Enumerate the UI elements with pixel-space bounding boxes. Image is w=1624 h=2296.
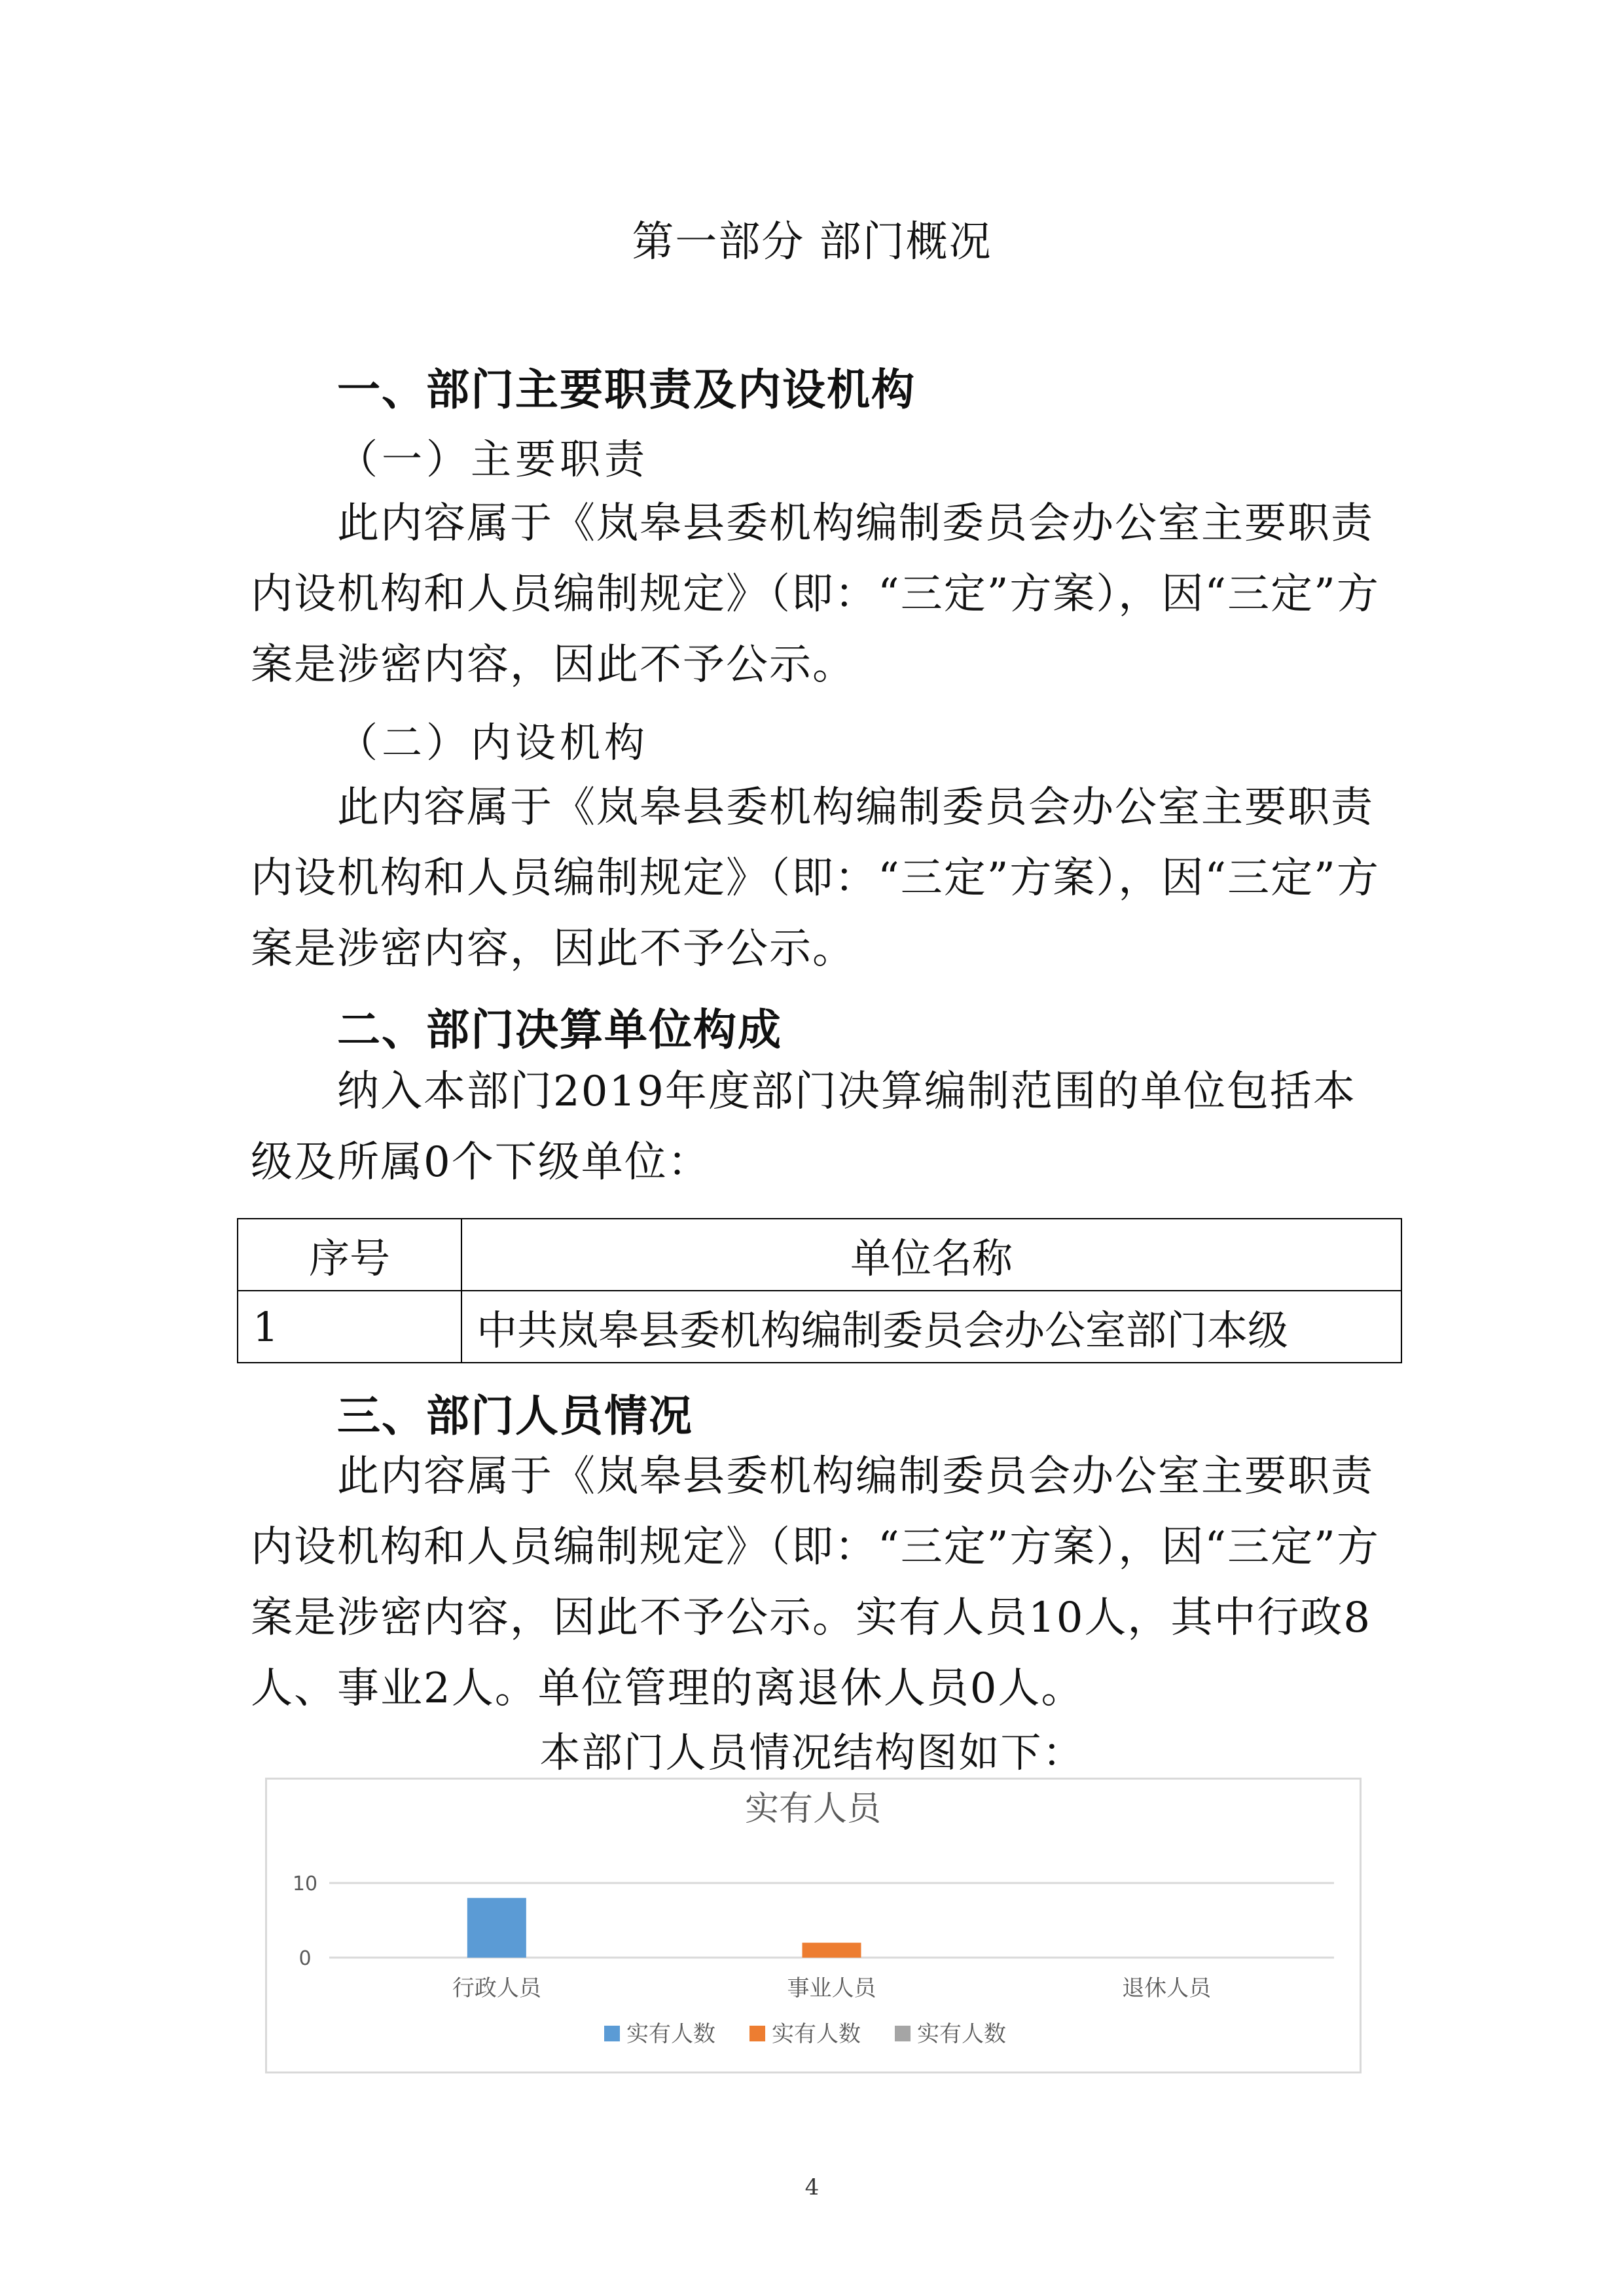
legend-label: 实有人数	[772, 2021, 861, 2047]
table-row	[238, 1291, 1401, 1363]
section1-sub1-heading: （一）主要职责	[337, 435, 649, 483]
x-tick-label: 行政人员	[452, 1975, 541, 2001]
table-header-row	[238, 1219, 1401, 1291]
section1-heading: 一、部门主要职责及内设机构	[337, 365, 916, 415]
section3-text: 此内容属于《岚皋县委机构编制委员会办公室主要职责内设机构和人员编制规定》（即：“三定”方案），因“三定”方案是涉密内容，因此不予公示。实有人员10人，其中行政8人、事业2人。单位管理的离退休人员0人。	[251, 1452, 1380, 1713]
table-header-index: 序号	[238, 1219, 461, 1291]
legend-label: 实有人数	[917, 2021, 1006, 2047]
page-title: 第一部分 部门概况	[632, 218, 992, 266]
chart-title: 实有人员	[744, 1789, 882, 1829]
table-header-unit-name: 单位名称	[461, 1219, 1401, 1291]
page-number: 4	[804, 2174, 820, 2200]
y-tick-label: 10	[292, 1873, 318, 1895]
section1-sub2-text: 此内容属于《岚皋县委机构编制委员会办公室主要职责内设机构和人员编制规定》（即：“三定”方案），因“三定”方案是涉密内容，因此不予公示。	[251, 783, 1380, 973]
table-cell-index: 1	[238, 1291, 461, 1363]
bar	[467, 1898, 526, 1958]
section2-text: 纳入本部门2019年度部门决算编制范围的单位包括本级及所属0个下级单位：	[251, 1067, 1356, 1187]
chart-svg	[267, 1780, 1360, 2072]
chart-caption: 本部门人员情况结构图如下：	[539, 1729, 1085, 1776]
section1-sub1-text: 此内容属于《岚皋县委机构编制委员会办公室主要职责内设机构和人员编制规定》（即：“三定”方案），因“三定”方案是涉密内容，因此不予公示。	[251, 499, 1380, 689]
legend-swatch	[749, 2026, 765, 2041]
x-tick-label: 事业人员	[787, 1975, 876, 2001]
legend-label: 实有人数	[626, 2021, 715, 2047]
section3-heading: 三、部门人员情况	[337, 1391, 693, 1441]
legend-swatch	[895, 2026, 911, 2041]
staff-chart	[265, 1778, 1362, 2073]
legend-swatch	[604, 2026, 620, 2041]
section1-sub2-heading: （二）内设机构	[337, 719, 649, 766]
bar	[803, 1943, 861, 1958]
x-tick-label: 退休人员	[1122, 1975, 1212, 2001]
table-cell-unit-name: 中共岚皋县委机构编制委员会办公室部门本级	[461, 1291, 1401, 1363]
y-tick-label: 0	[298, 1947, 312, 1970]
unit-table	[237, 1218, 1402, 1363]
section2-heading: 二、部门决算单位构成	[337, 1005, 782, 1055]
